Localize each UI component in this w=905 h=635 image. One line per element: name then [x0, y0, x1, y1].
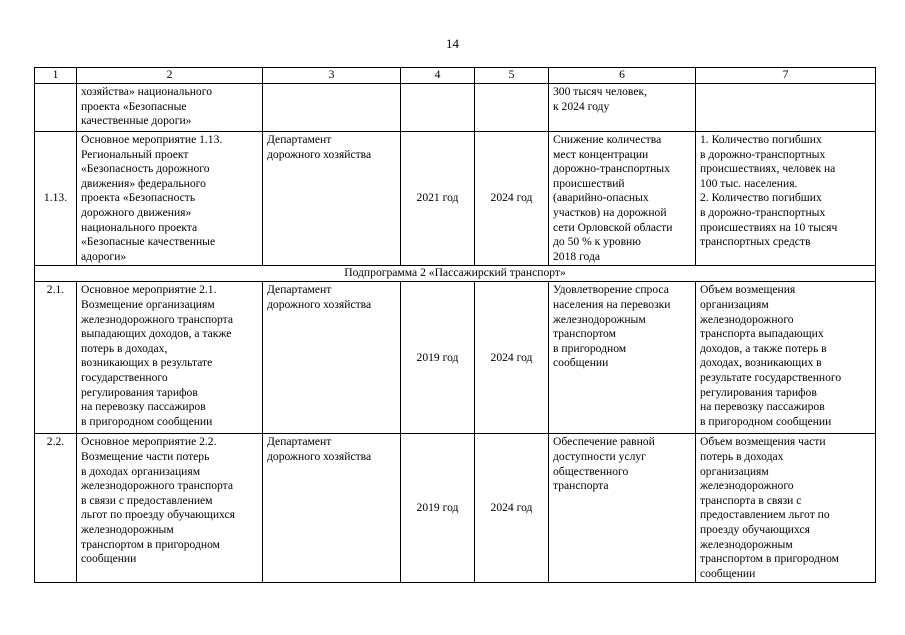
event-cell: Основное мероприятие 2.2. Возмещение части потерь в доходах организациям железнодорожного транспорта в связи с предоставлением льгот по проезду обучающихся железнодорожным транспортом в пригородном сообщении: [77, 434, 263, 583]
table-row: [35, 282, 876, 434]
row-number: [35, 84, 77, 132]
executor-cell: Департамент дорожного хозяйства: [263, 434, 401, 583]
table-row: [35, 434, 876, 583]
event-cell: Основное мероприятие 2.1. Возмещение организациям железнодорожного транспорта выпадающих доходов, а также потерь в доходах, возникающих в результате государственного регулирования тарифов на перевозку пассажиров в пригородном сообщении: [77, 282, 263, 434]
executor-cell: Департамент дорожного хозяйства: [263, 282, 401, 434]
result-cell: Снижение количества мест концентрации дорожно-транспортных происшествий (аварийно-опасных участков) на дорожной сети Орловской области до 50 % к уровню 2018 года: [549, 132, 696, 266]
header-cell: 5: [475, 68, 549, 84]
table-row: [35, 84, 876, 132]
row-number: 2.1.: [35, 282, 77, 434]
subprogram-title: Подпрограмма 2 «Пассажирский транспорт»: [35, 266, 876, 282]
row-number: 1.13.: [35, 132, 77, 266]
end-year-cell: [475, 84, 549, 132]
program-table: [34, 67, 876, 583]
indicator-cell: [696, 84, 876, 132]
subprogram-row: [35, 266, 876, 282]
indicator-cell: Объем возмещения организациям железнодорожного транспорта выпадающих доходов, а также потерь в доходах, возникающих в результате государственного регулирования тарифов на перевозку пассажиров в пригородном сообщении: [696, 282, 876, 434]
end-year-cell: 2024 год: [475, 132, 549, 266]
page-number: 14: [446, 36, 459, 51]
start-year-cell: 2021 год: [401, 132, 475, 266]
header-row: [35, 68, 876, 84]
start-year-cell: 2019 год: [401, 282, 475, 434]
row-number: 2.2.: [35, 434, 77, 583]
header-cell: 2: [77, 68, 263, 84]
start-year-cell: [401, 84, 475, 132]
event-cell: хозяйства» национального проекта «Безопасные качественные дороги»: [77, 84, 263, 132]
header-cell: 1: [35, 68, 77, 84]
header-cell: 7: [696, 68, 876, 84]
header-cell: 4: [401, 68, 475, 84]
end-year-cell: 2024 год: [475, 282, 549, 434]
result-cell: 300 тысяч человек, к 2024 году: [549, 84, 696, 132]
header-cell: 6: [549, 68, 696, 84]
result-cell: Обеспечение равной доступности услуг общественного транспорта: [549, 434, 696, 583]
indicator-cell: Объем возмещения части потерь в доходах организациям железнодорожного транспорта в связи с предоставлением льгот по проезду обучающихся железнодорожным транспортом в пригородном сообщении: [696, 434, 876, 583]
executor-cell: Департамент дорожного хозяйства: [263, 132, 401, 266]
header-cell: 3: [263, 68, 401, 84]
executor-cell: [263, 84, 401, 132]
start-year-cell: 2019 год: [401, 434, 475, 583]
result-cell: Удовлетворение спроса населения на перевозки железнодорожным транспортом в пригородном сообщении: [549, 282, 696, 434]
event-cell: Основное мероприятие 1.13. Региональный проект «Безопасность дорожного движения» федерального проекта «Безопасность дорожного движения» национального проекта «Безопасные качественные адороги»: [77, 132, 263, 266]
indicator-cell: 1. Количество погибших в дорожно-транспортных происшествиях, человек на 100 тыс. населения. 2. Количество погибших в дорожно-транспортных происшествиях на 10 тысяч транспортных средств: [696, 132, 876, 266]
end-year-cell: 2024 год: [475, 434, 549, 583]
table-row: [35, 132, 876, 266]
